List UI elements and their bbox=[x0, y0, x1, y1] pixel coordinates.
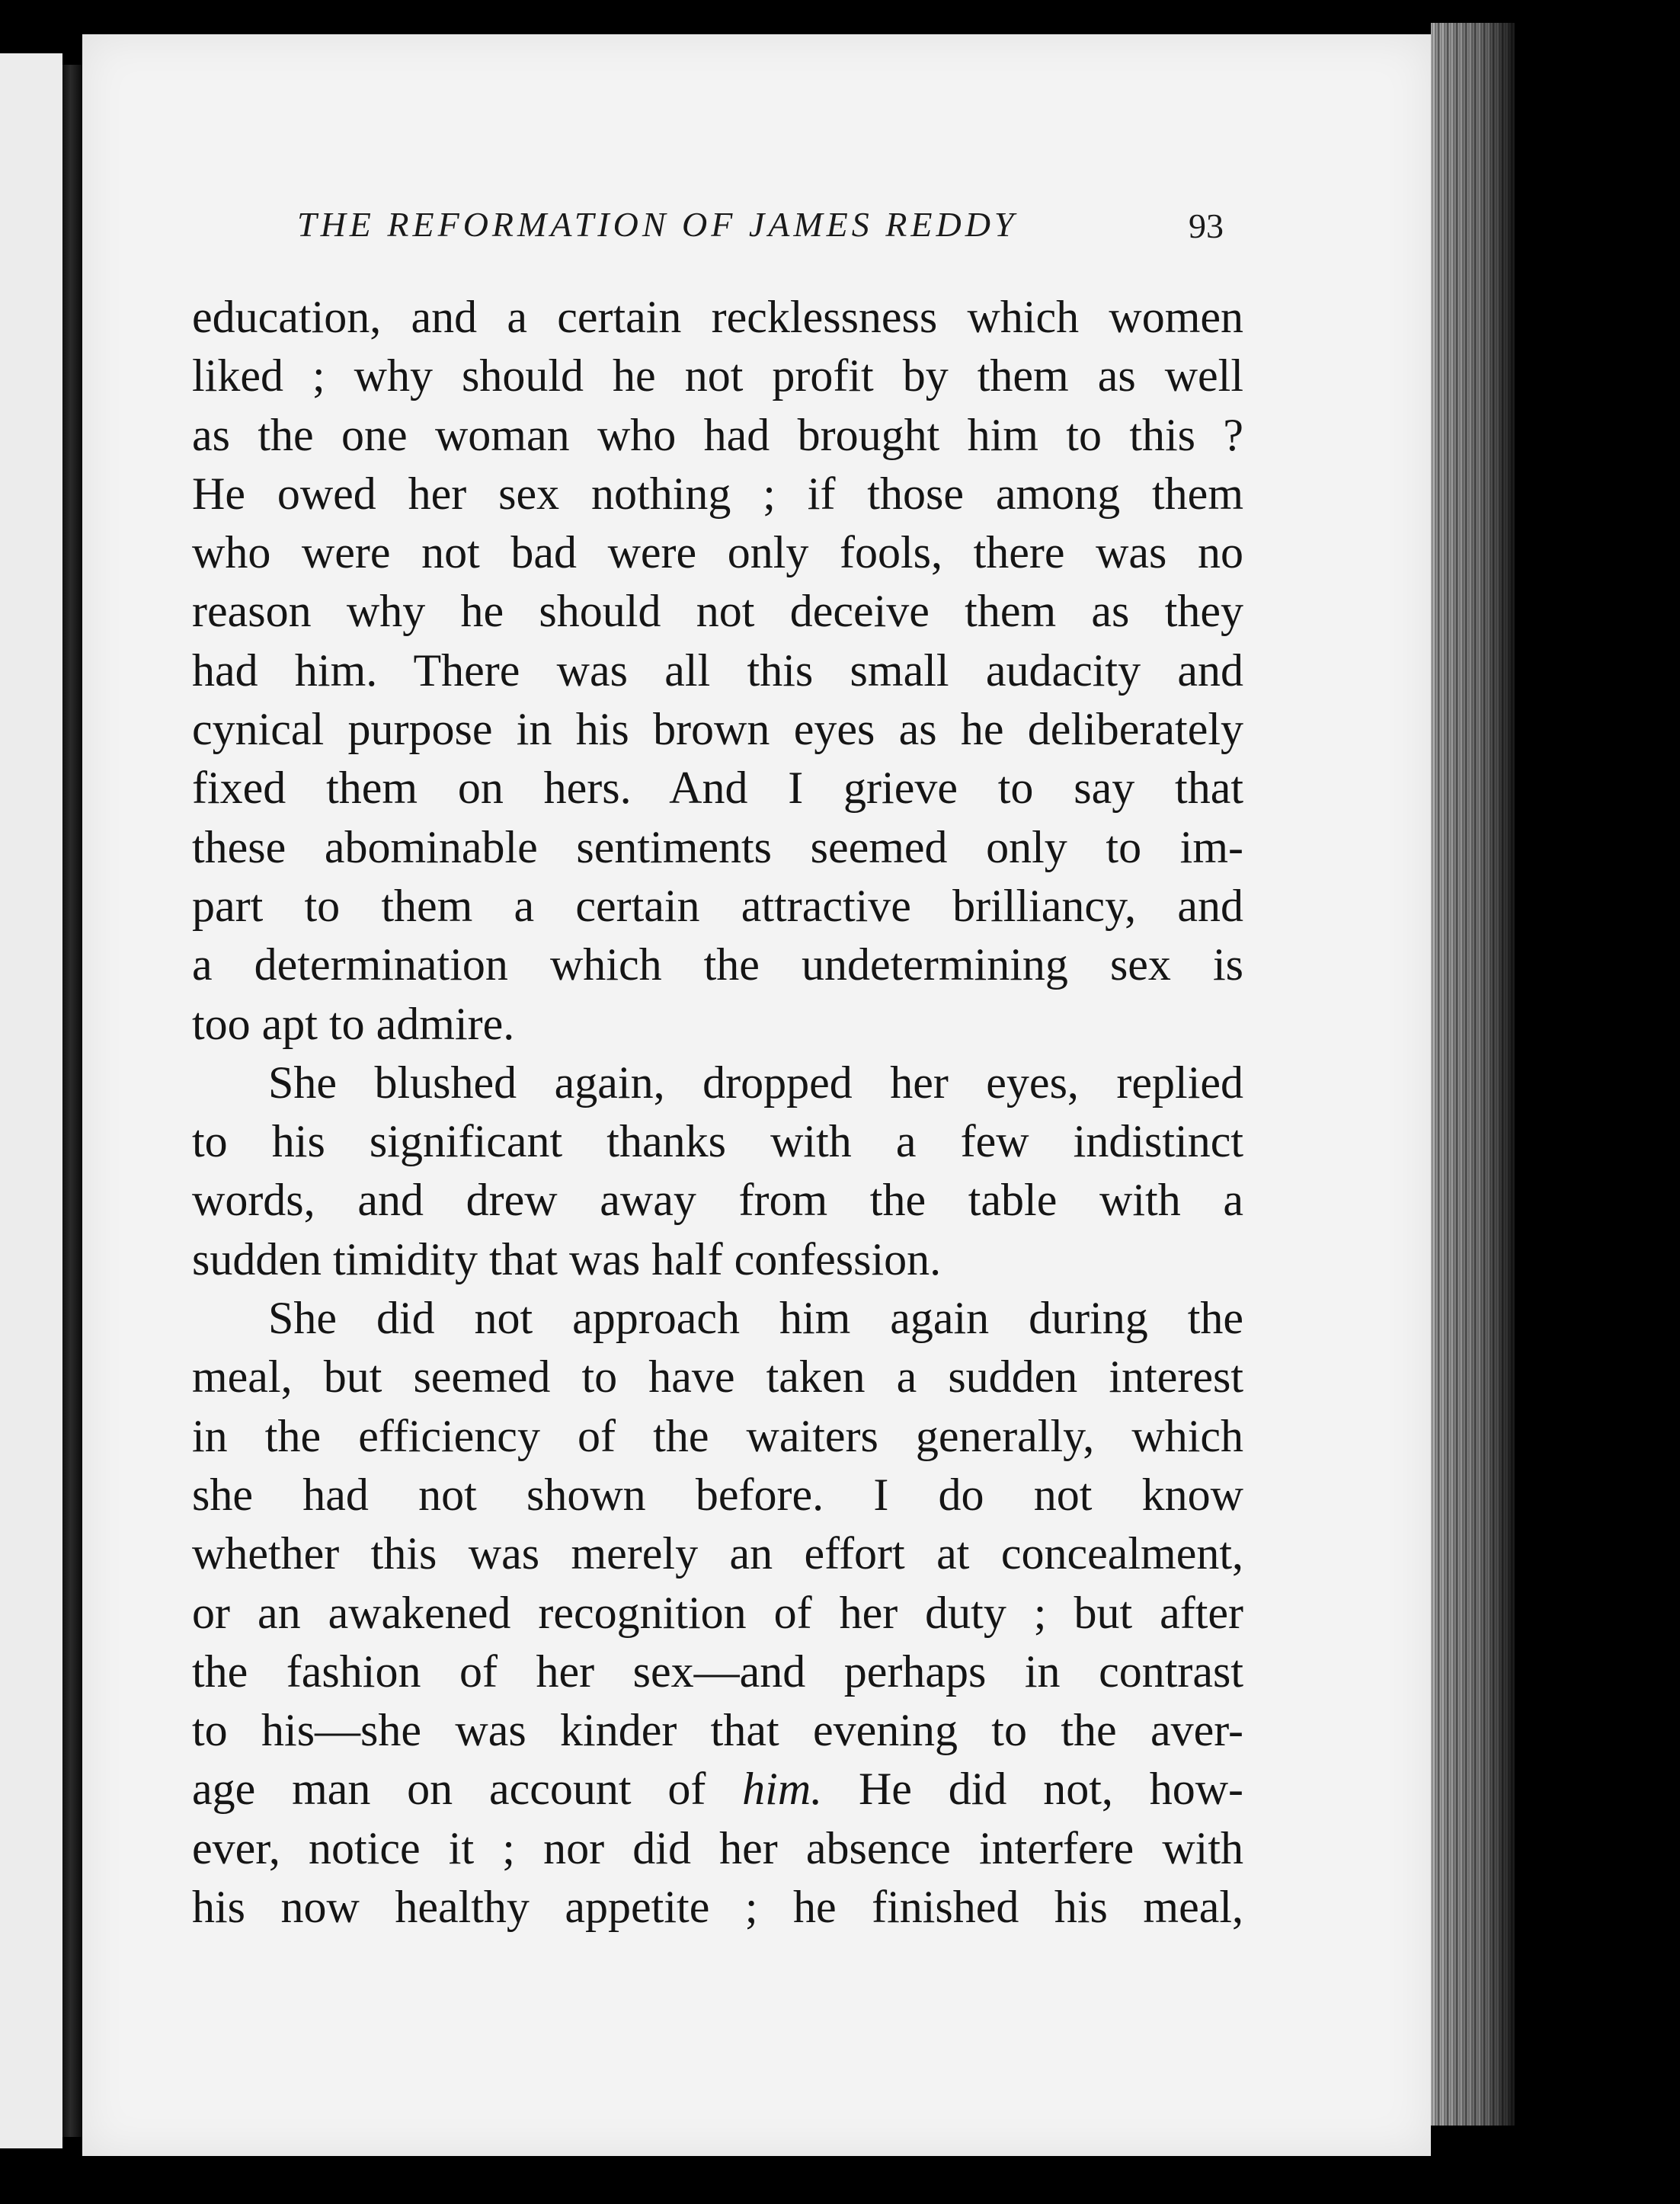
text-line: his now healthy appetite ; he finished his meal, bbox=[192, 1882, 1243, 1933]
text-line: part to them a certain attractive brilliancy, and bbox=[192, 880, 1243, 931]
text-line: these abominable sentiments seemed only to im- bbox=[192, 821, 1243, 872]
text-line: she had not shown before. I do not know bbox=[192, 1469, 1243, 1520]
italic-word: him. bbox=[742, 1764, 823, 1815]
text-line: She blushed again, dropped her eyes, replied bbox=[268, 1057, 1243, 1108]
running-head-title: THE REFORMATION OF JAMES REDDY bbox=[297, 205, 1018, 244]
text-line: too apt to admire. bbox=[192, 998, 515, 1049]
text-line: as the one woman who had brought him to this ? bbox=[192, 409, 1243, 460]
text-line: in the efficiency of the waiters generally, which bbox=[192, 1410, 1243, 1461]
text-line: to his significant thanks with a few indistinct bbox=[192, 1116, 1243, 1167]
facing-page-edge bbox=[0, 53, 62, 2148]
text-line: He owed her sex nothing ; if those among them bbox=[192, 468, 1243, 519]
text-line: fixed them on hers. And I grieve to say that bbox=[192, 763, 1243, 814]
text-line: to his—she was kinder that evening to the aver- bbox=[192, 1705, 1243, 1756]
text-line: had him. There was all this small audacity and bbox=[192, 645, 1243, 696]
book-gutter bbox=[62, 65, 82, 2137]
text-line: cynical purpose in his brown eyes as he deliberately bbox=[192, 704, 1243, 755]
body-text bbox=[192, 288, 1243, 1937]
page-number: 93 bbox=[1189, 206, 1224, 245]
text-line: the fashion of her sex—and perhaps in contrast bbox=[192, 1646, 1243, 1697]
text-line: meal, but seemed to have taken a sudden interest bbox=[192, 1352, 1243, 1403]
text-line: ever, notice it ; nor did her absence interfere with bbox=[192, 1822, 1243, 1873]
text-line-mixed bbox=[192, 1760, 1243, 1819]
text-line: education, and a certain recklessness which women bbox=[192, 292, 1243, 342]
page-edge-shadow bbox=[1431, 23, 1515, 2126]
text-line: words, and drew away from the table with a bbox=[192, 1175, 1243, 1226]
text-line: liked ; why should he not profit by them as well bbox=[192, 350, 1243, 401]
text-line: a determination which the undetermining sex is bbox=[192, 939, 1243, 990]
text-line: or an awakened recognition of her duty ; but after bbox=[192, 1587, 1243, 1638]
text-line: whether this was merely an effort at concealment, bbox=[192, 1528, 1243, 1579]
text-line: She did not approach him again during the bbox=[268, 1293, 1243, 1344]
text-line-part: age man on account of bbox=[192, 1764, 706, 1815]
text-line: reason why he should not deceive them as they bbox=[192, 586, 1243, 637]
text-line: sudden timidity that was half confession. bbox=[192, 1233, 942, 1284]
text-line-part: He did not, how- bbox=[858, 1764, 1243, 1815]
text-line: who were not bad were only fools, there was no bbox=[192, 527, 1243, 578]
